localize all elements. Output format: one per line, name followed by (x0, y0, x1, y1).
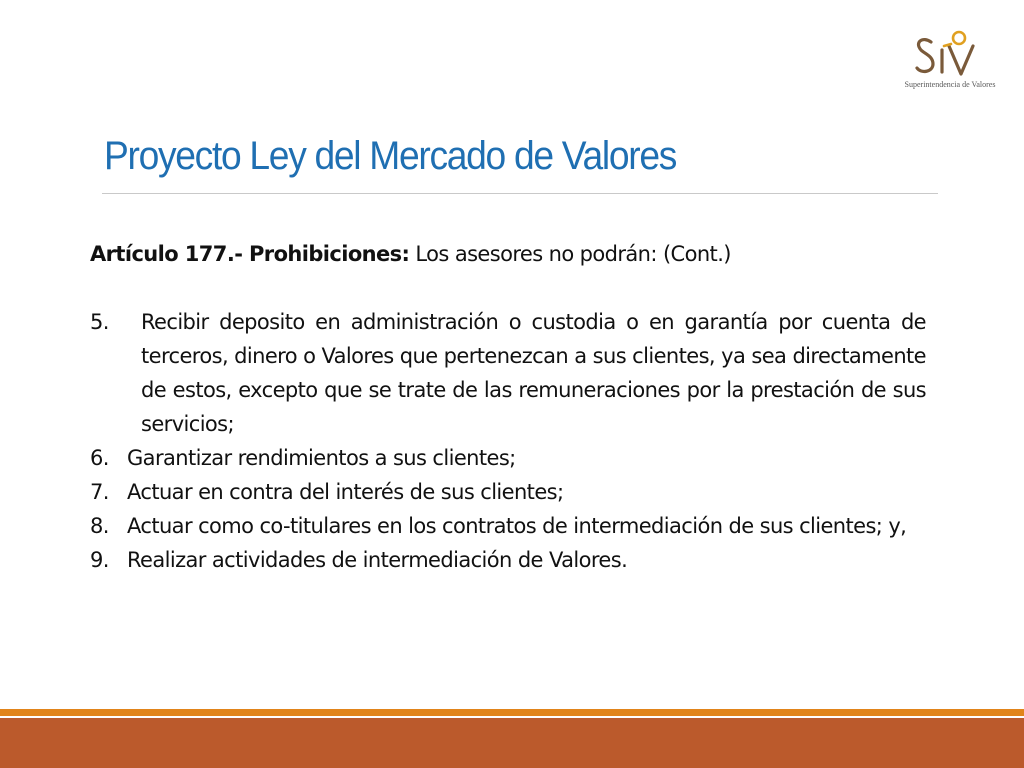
list-item-text: Actuar como co-titulares en los contratos de intermediación de sus clientes; y, (127, 514, 907, 538)
article-heading (90, 237, 926, 271)
list-item (90, 543, 926, 577)
footer-bar (0, 718, 1024, 768)
list-item-text: Actuar en contra del interés de sus clientes; (127, 480, 564, 504)
list-item-text: Realizar actividades de intermediación de Valores. (127, 548, 628, 572)
title-divider (102, 193, 938, 194)
article-label: Artículo 177.- Prohibiciones: (90, 242, 410, 266)
list-item-text: Recibir deposito en administración o custodia o en garantía por cuenta de terceros, dinero o Valores que pertenezcan a sus clientes, ya sea directamente de estos, excepto que se trate de las remuneraciones por la prestación de sus servicios; (141, 310, 926, 436)
list-item-number: 5. (90, 310, 109, 334)
article-text: Los asesores no podrán: (Cont.) (409, 242, 731, 266)
list-item (90, 305, 926, 441)
slide-title: Proyecto Ley del Mercado de Valores (104, 134, 677, 178)
footer-accent-bar (0, 709, 1024, 716)
list-item-number: 9. (90, 548, 109, 572)
list-item (90, 475, 926, 509)
siv-logo-mark (915, 28, 985, 82)
prohibitions-list (90, 305, 926, 577)
siv-logo (895, 28, 1010, 96)
list-item (90, 509, 926, 543)
spacer (90, 271, 926, 305)
list-item-text: Garantizar rendimientos a sus clientes; (127, 446, 516, 470)
list-item-number: 6. (90, 446, 109, 470)
slide-body (90, 237, 926, 577)
logo-caption: Superintendencia de Valores (904, 80, 996, 89)
list-item (90, 441, 926, 475)
list-item-number: 7. (90, 480, 109, 504)
list-item-number: 8. (90, 514, 109, 538)
